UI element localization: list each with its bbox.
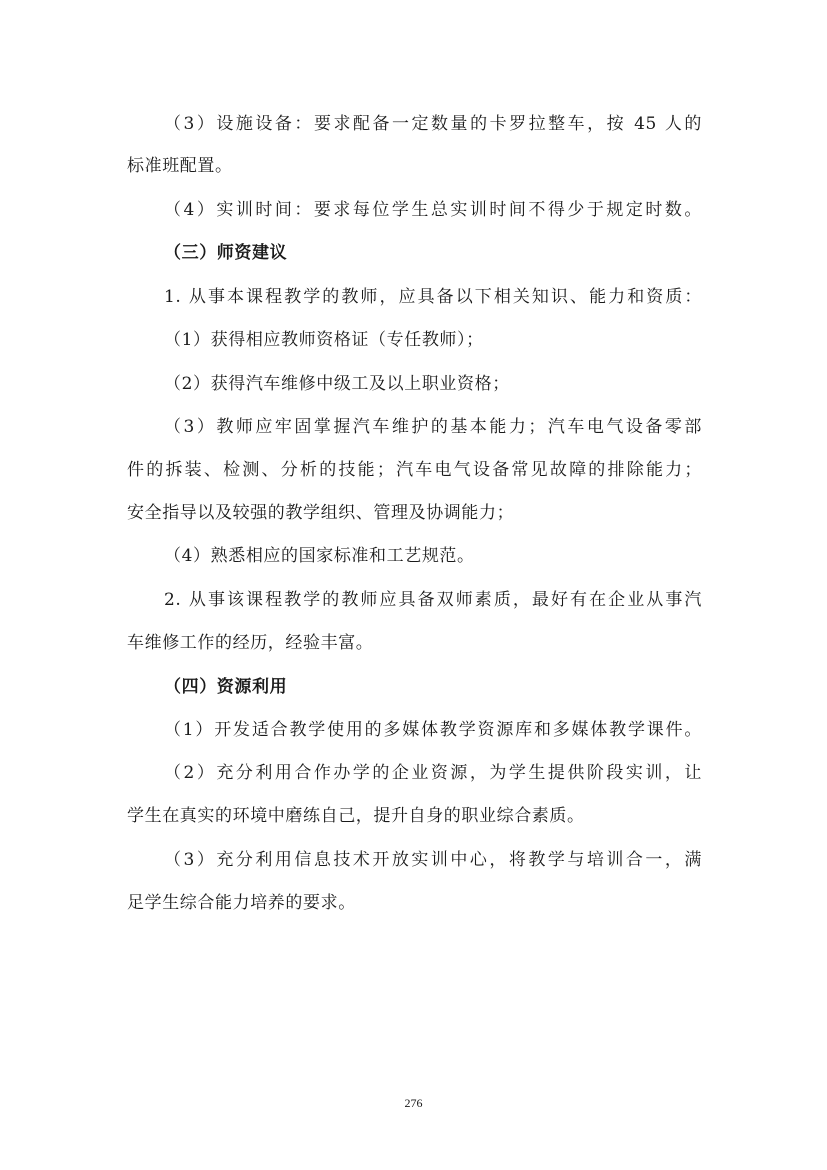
paragraph-training-time: （4）实训时间：要求每位学生总实训时间不得少于规定时数。 (164, 200, 702, 220)
list-item-teacher-3-line-1: （3）教师应牢固掌握汽车维护的基本能力；汽车电气设备零部 (164, 417, 702, 437)
section-heading-teachers: （三）师资建议 (164, 243, 288, 263)
list-item-resource-1: （1）开发适合教学使用的多媒体教学资源库和多媒体教学课件。 (164, 720, 702, 740)
paragraph-teacher-requirements: 1. 从事本课程教学的教师，应具备以下相关知识、能力和资质： (164, 287, 702, 307)
paragraph-dual-qualified-line-2: 车维修工作的经历，经验丰富。 (127, 633, 374, 653)
list-item-resource-3-line-1: （3）充分利用信息技术开放实训中心，将教学与培训合一，满 (164, 850, 702, 870)
page-number: 276 (404, 1096, 423, 1110)
list-item-teacher-1: （1）获得相应教师资格证（专任教师）； (164, 330, 484, 350)
paragraph-dual-qualified-line-1: 2. 从事该课程教学的教师应具备双师素质，最好有在企业从事汽 (164, 590, 702, 610)
paragraph-facilities-line-1: （3）设施设备：要求配备一定数量的卡罗拉整车，按 45 人的 (164, 114, 702, 134)
list-item-teacher-2: （2）获得汽车维修中级工及以上职业资格； (164, 374, 510, 394)
list-item-teacher-4: （4）熟悉相应的国家标准和工艺规范。 (164, 546, 475, 566)
list-item-resource-2-line-2: 学生在真实的环境中磨练自己，提升自身的职业综合素质。 (127, 806, 585, 826)
list-item-resource-3-line-2: 足学生综合能力培养的要求。 (127, 893, 356, 913)
list-item-teacher-3-line-3: 安全指导以及较强的教学组织、管理及协调能力； (127, 503, 515, 523)
list-item-teacher-3-line-2: 件的拆装、检测、分析的技能；汽车电气设备常见故障的排除能力； (127, 460, 702, 480)
section-heading-resources: （四）资源利用 (164, 677, 288, 697)
paragraph-facilities-line-2: 标准班配置。 (127, 156, 233, 176)
list-item-resource-2-line-1: （2）充分利用合作办学的企业资源，为学生提供阶段实训，让 (164, 763, 702, 783)
